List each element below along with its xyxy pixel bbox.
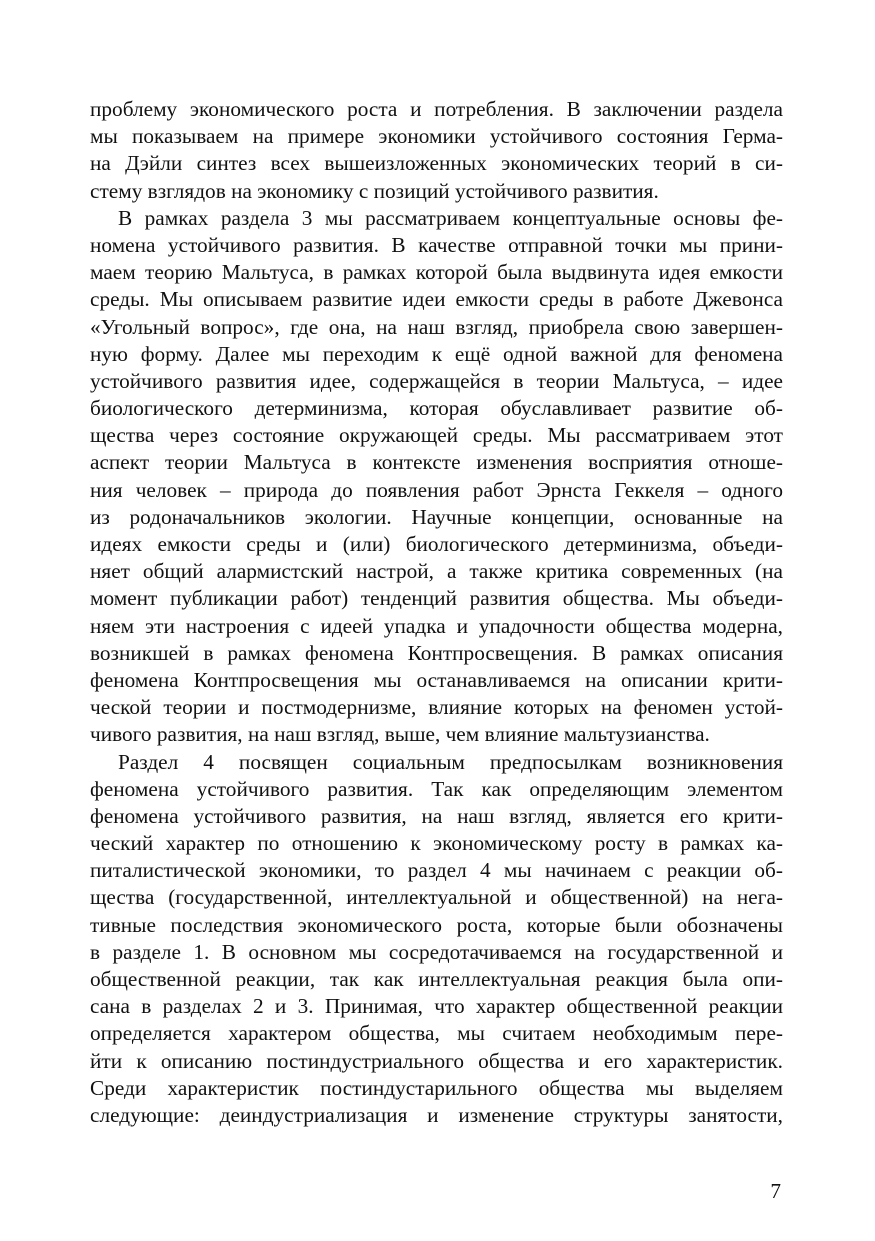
- text-line: няем эти настроения с идеей упадка и упадочности общества модерна,: [90, 613, 783, 638]
- body-text: [90, 96, 783, 1129]
- text-line: общественной реакции, так как интеллектуальная реакция была опи-: [90, 967, 783, 991]
- text-line: Раздел 4 посвящен социальным предпосылкам возникновения: [118, 749, 783, 774]
- text-line: ческий характер по отношению к экономическому росту в рамках ка-: [90, 831, 783, 856]
- text-line: маем теорию Мальтуса, в рамках которой была выдвинута идея емкости: [90, 260, 783, 285]
- text-line: питалистической экономики, то раздел 4 мы начинаем с реакции об-: [90, 858, 783, 883]
- paragraph-section-4: [90, 749, 783, 1130]
- text-line: номена устойчивого развития. В качестве отправной точки мы прини-: [90, 232, 783, 257]
- text-line: няет общий алармистский настрой, а также критика современных (на: [90, 559, 783, 584]
- text-line: сана в разделах 2 и 3. Принимая, что характер общественной реакции: [90, 994, 783, 1019]
- text-line: аспект теории Мальтуса в контексте изменения восприятия отноше-: [90, 450, 783, 475]
- text-line: биологического детерминизма, которая обуславливает развитие об-: [90, 396, 783, 421]
- paragraph-continuation: [90, 96, 783, 205]
- text-line: щества (государственной, интеллектуальной и общественной) на нега-: [90, 885, 783, 910]
- text-line: тивные последствия экономического роста, которые были обозначены: [90, 912, 783, 937]
- text-line: щества через состояние окружающей среды. Мы рассматриваем этот: [90, 423, 783, 448]
- text-line: ную форму. Далее мы переходим к ещё одной важной для феномена: [90, 341, 783, 366]
- text-line: момент публикации работ) тенденций развития общества. Мы объеди-: [90, 586, 783, 611]
- text-line: из родоначальников экологии. Научные концепции, основанные на: [90, 504, 783, 529]
- text-line: В рамках раздела 3 мы рассматриваем концептуальные основы фе-: [118, 205, 783, 230]
- text-line: чивого развития, на наш взгляд, выше, чем влияние мальтузианства.: [90, 722, 710, 747]
- text-line: йти к описанию постиндустриального общества и его характеристик.: [90, 1048, 783, 1073]
- text-line: феномена Контпросвещения мы останавливаемся на описании крити-: [90, 667, 783, 692]
- text-line: ния человек – природа до появления работ Эрнста Геккеля – одного: [90, 477, 783, 502]
- page-number: 7: [770, 1179, 781, 1203]
- text-line: феномена устойчивого развития. Так как определяющим элементом: [90, 776, 783, 801]
- text-line: Среди характеристик постиндустарильного общества мы выделяем: [90, 1075, 783, 1100]
- text-line: «Угольный вопрос», где она, на наш взгляд, приобрела свою завершен-: [90, 314, 783, 339]
- text-line: мы показываем на примере экономики устойчивого состояния Герма-: [90, 124, 783, 149]
- text-line: проблему экономического роста и потребления. В заключении раздела: [90, 97, 783, 121]
- text-line: феномена устойчивого развития, на наш взгляд, является его крити-: [90, 803, 783, 828]
- text-line: следующие: деиндустриализация и изменение структуры занятости,: [90, 1102, 783, 1127]
- text-line: ческой теории и постмодернизме, влияние которых на феномен устой-: [90, 695, 783, 720]
- text-line: в разделе 1. В основном мы сосредотачиваемся на государственной и: [90, 939, 783, 964]
- text-line: определяется характером общества, мы считаем необходимым пере-: [90, 1021, 783, 1046]
- text-line: стему взглядов на экономику с позиций устойчивого развития.: [90, 178, 659, 203]
- text-line: устойчивого развития идее, содержащейся в теории Мальтуса, – идее: [90, 368, 783, 393]
- text-line: идеях емкости среды и (или) биологического детерминизма, объеди-: [90, 532, 783, 556]
- text-line: возникшей в рамках феномена Контпросвещения. В рамках описания: [90, 640, 783, 665]
- text-line: среды. Мы описываем развитие идеи емкости среды в работе Джевонса: [90, 287, 783, 312]
- text-line: на Дэйли синтез всех вышеизложенных экономических теорий в си-: [90, 151, 783, 176]
- paragraph-section-3: [90, 205, 783, 749]
